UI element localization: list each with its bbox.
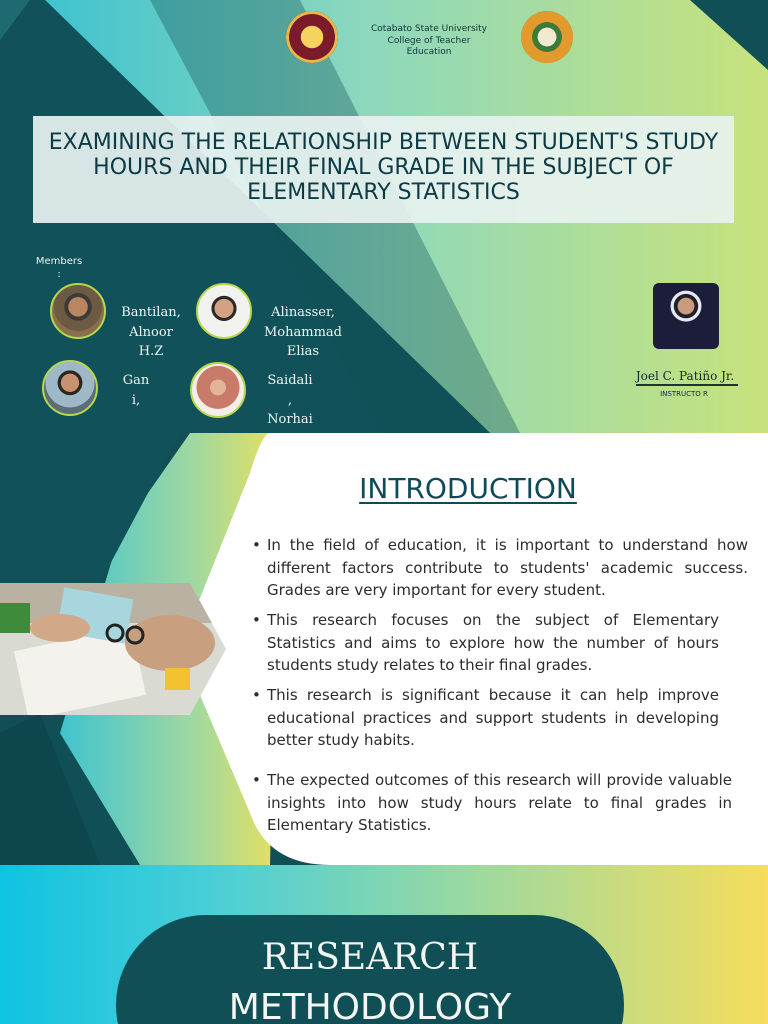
instructor-role: INSTRUCTO R	[660, 390, 708, 398]
university-name-block	[360, 24, 498, 59]
university-name: Cotabato State University	[370, 24, 488, 34]
intro-bullet-text-3: This research is significant because it can help improve educational practices and support students in developing better study habits.	[267, 686, 719, 749]
instructor-divider	[636, 384, 738, 386]
member-name-2: Alinasser, Mohammad Elias	[264, 305, 342, 359]
member-name-4: Saidali , Norhai	[267, 373, 313, 427]
bullet-icon: •	[252, 536, 261, 554]
member-photo-1	[50, 283, 106, 339]
bullet-icon: •	[252, 771, 261, 789]
intro-bullet-text-1: In the field of education, it is important to understand how different factors contribute to students' academic success. Grades are very important for every student.	[267, 536, 748, 599]
college-name: College of Teacher	[387, 35, 471, 46]
member-photo-2	[196, 283, 252, 339]
methodology-title-line2: METHODOLOGY	[228, 987, 512, 1024]
bullet-icon: •	[252, 611, 261, 629]
bullet-icon: •	[252, 686, 261, 704]
intro-bullet-1	[252, 534, 748, 602]
research-title-box	[33, 116, 734, 223]
intro-bullet-text-2: This research focuses on the subject of Elementary Statistics and aims to explore how the number of hours students study relates to their final grades.	[267, 611, 719, 674]
title-slide	[0, 0, 768, 433]
introduction-title: INTRODUCTION	[359, 472, 577, 505]
college-seal-right	[521, 11, 573, 63]
college-name-line2: Education	[406, 47, 452, 57]
intro-bullet-3	[252, 684, 719, 752]
intro-bullet-4	[252, 769, 732, 837]
instructor-name: Joel C. Patiño Jr.	[635, 369, 735, 383]
study-photo	[0, 583, 228, 715]
members-label: Members :	[35, 256, 83, 280]
research-title: EXAMINING THE RELATIONSHIP BETWEEN STUDENT'S STUDY HOURS AND THEIR FINAL GRADE IN THE SUBJECT OF ELEMENTARY STATISTICS	[48, 130, 719, 205]
member-photo-3	[42, 360, 98, 416]
instructor-photo	[653, 283, 719, 349]
methodology-title-line1: RESEARCH	[261, 937, 479, 978]
intro-bullet-2	[252, 609, 719, 677]
intro-bullet-text-4: The expected outcomes of this research will provide valuable insights into how study hours relate to final grades in Elementary Statistics.	[267, 771, 732, 834]
methodology-slide	[0, 865, 768, 1024]
member-name-1: Bantilan, Alnoor H.Z	[121, 305, 181, 359]
member-name-3: Gan i,	[122, 373, 150, 408]
member-photo-4	[190, 362, 246, 418]
university-seal-left	[286, 11, 338, 63]
